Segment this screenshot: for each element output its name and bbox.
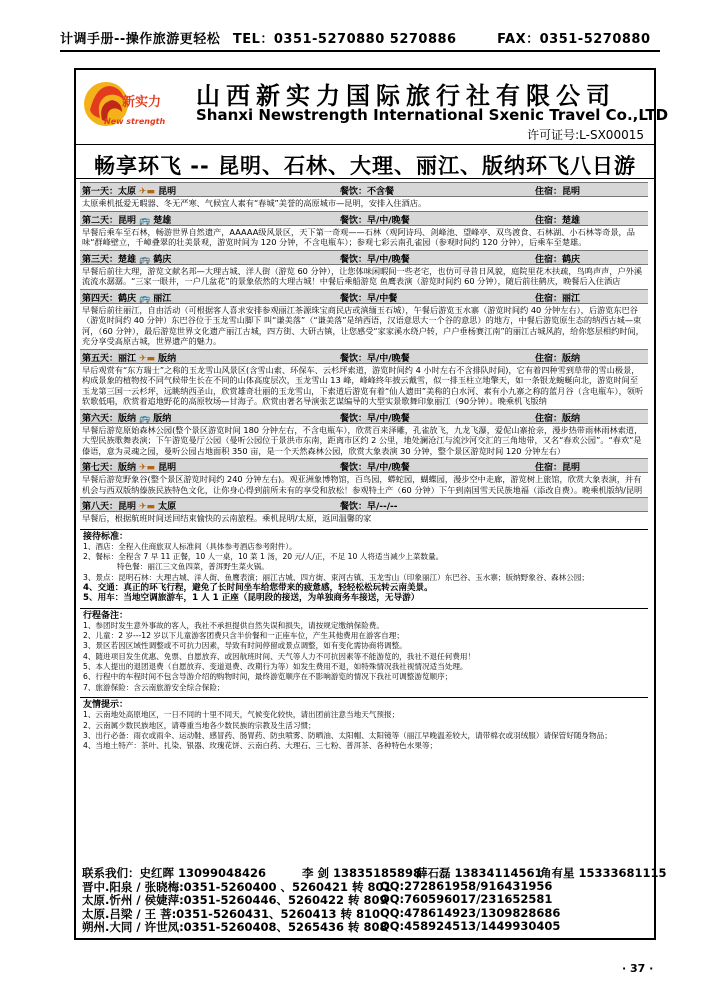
stay-label: 住宿：: [535, 353, 563, 364]
contact-entry: 太原.忻州 / 侯婕萍:0351-5260446、5260422 转 809: [82, 893, 388, 907]
day-meals: 早/中/晚餐: [367, 254, 410, 265]
contact-entry: 薛石磊 13834114561: [416, 866, 543, 880]
day-description: 早餐后前往大理，游览文献名邦—大理古城、洋人街（游览 60 分钟），让您体味闲暇间一些老宅，也仿可寻昔日风貌，庭院里花木扶疏，鸟鸣声声，户外溪流流水潺潺。“三家一眼井，一户几盆花”的景象依然的大理古城！中餐后乘船游览 鱼鹰表演（游览时间约 60 分钟），随后前往鹤庆，晚餐后入住酒店: [82, 265, 643, 286]
page-header: [60, 28, 660, 52]
day-stay: 版纳: [562, 413, 581, 424]
day-label: 第五天：丽江: [82, 353, 137, 364]
day-description: 早餐后前往丽江，自由活动（可根据客人喜求安排参观丽江茶源珠宝商民店或滇缅玉石城），午餐后游览玉水寨（游览时间约 40 分钟左右），后游览东巴谷（游览时间约 40 分钟）东巴谷位于玉龙雪山脚下 叫“谦美落”（“谦美落”是纳西语，汉语意思大一个谷的意思）的地方，中餐后游览原生态的纳西古城—束河，（60 分钟），最后游览世界文化遗产丽江古城，四方街、大研古镇，让您感受“家家溪水绕户转，户户垂杨赛江南”的丽江古城风韵，给你悠层相约时间，充分享受高原古城，世界遗产的魅力。: [82, 304, 644, 346]
list-item: 1、云南地处高原地区，一日不同的十里不同天，气候变化较快，请出团前注意当地天气预报；: [83, 710, 400, 720]
stay-label: 住宿：: [535, 187, 563, 197]
day-label: 第二天：昆明: [82, 215, 137, 226]
service-standards: [80, 529, 648, 605]
section-title: 行程备注：: [83, 610, 129, 621]
manual-title: 计调手册--操作旅游更轻松: [60, 32, 221, 47]
meals-label: 餐饮：: [340, 187, 368, 197]
company-name-cn: 山西新实力国际旅行社有限公司: [196, 82, 616, 110]
day-destination: 丽江: [153, 293, 172, 304]
contact-entry: 角有星 15333681115: [540, 866, 667, 880]
day-description: 早餐后乘车至石林，畅游世界自然遗产，AAAAA级风景区，天下第一奇观——石林（观阿诗玛、剑峰池、望峰亭、双鸟渡食、石林湖、小石林等奇景，品味“群峰壁立，千嶂叠翠的壮美景观，游览时间为 120 分钟，不含电瓶车）；参观七彩云南孔雀园（参观时间约 120 分钟），后乘车至楚雄。: [82, 226, 635, 247]
contact-qq: QQ:272861958/916431956: [380, 878, 553, 893]
meals-label: 餐饮：: [340, 353, 368, 364]
meals-label: 餐饮：: [340, 215, 368, 226]
day-header: [80, 458, 648, 473]
bus-icon: 🚌: [139, 215, 151, 226]
day-stay: 版纳: [562, 353, 581, 364]
bus-icon: 🚌: [139, 254, 151, 265]
day-destination: 昆明: [158, 463, 177, 473]
day-stay: 昆明: [562, 463, 581, 473]
stay-label: 住宿：: [535, 254, 563, 265]
day-header: [80, 497, 648, 512]
day-meals: 早/中/晚餐: [367, 215, 410, 226]
contact-row: [80, 879, 648, 893]
contact-entry: 联系我们：史红晖 13099048426: [82, 866, 267, 880]
contact-entry: 朔州.大同 / 许世凤:0351-5260408、5265436 转 808: [82, 920, 388, 934]
list-item: 5、本人提出的退团退费（自愿放弃、变道退费、改期行为等）如发生费用不退，如特殊情况我社视情况适当处理。: [83, 662, 468, 672]
meals-label: 餐饮：: [340, 502, 368, 512]
contacts: [80, 865, 667, 934]
plane-icon: ✈▬: [139, 502, 156, 512]
contact-qq: QQ:458924513/1449930405: [380, 919, 561, 933]
contact-row: [80, 919, 648, 933]
contact-row: [80, 892, 648, 906]
day-label: 第六天：版纳: [82, 413, 137, 424]
day-meals: 早/中/晚餐: [367, 463, 410, 473]
bus-icon: 🚌: [139, 413, 151, 424]
section-title: 接待标准：: [83, 531, 129, 542]
logo-subtext: New strength: [104, 117, 166, 126]
list-item: 6、行程中的车程时间不包含导游介绍的购物时间，最终游览顺序在不影响游览的情况下我社可调整游览顺序；: [83, 672, 453, 682]
contact-entry: 李 剑 13835185898: [302, 866, 422, 880]
day-description: 早餐后游览野象谷(整个景区游览时间约 240 分钟左右)。观亚洲象博物馆，百鸟园，蟒蛇园，蝴蝶园，漫步空中走廊，游览树上旅馆，欣赏大象表演，并有机会与西双版纳傣族民族特色文化，让你身心得到前所未有的享受和放松！参观特土产（60 分钟）下午到南国雪天民族地福（添改自费）。晚乘机版纳/昆明: [82, 474, 643, 495]
day-meals: 早/中餐: [367, 293, 398, 304]
day-description: 早餐后游览原始森林公园(整个景区游览时间 180 分钟左右，不含电瓶车），欣赏百来泽雕，孔雀放飞，九龙飞瀑，爱伲山寨抢亲，漫步热带雨林雨林索道，大型民族歌舞表演；下午游览曼厅公园（曼听公园位于景洪市东南，距离市区约 2 公里，地处澜沧江与流沙河交汇的三角地带，又名“春欢公园”。“春欢”是傣语，意为灵魂之园，曼听公园占地面积 350 亩，是一个天然森林公园，欣赏大象表演 30 分钟，整个景区游览时间 120 分钟左右）: [82, 424, 643, 456]
meals-label: 餐饮：: [340, 293, 368, 304]
day-meals: 早/中/晚餐: [367, 353, 410, 364]
list-item: 4、当地土特产：茶叶、扎染、银器、玫瑰花饼、云南白药、大理石、三七粉、普洱茶、各种特色水果等；: [83, 741, 438, 751]
plane-icon: ✈▬: [139, 353, 156, 364]
contact-entry: 晋中.阳泉 / 张晓梅:0351-5260400 、5260421 转 801: [82, 879, 392, 894]
bus-icon: 🚌: [139, 293, 151, 304]
day-label: 第一天：太原: [82, 187, 137, 197]
day-label: 第七天：版纳: [82, 463, 137, 473]
logo-flame-icon: [82, 80, 186, 128]
divider: [76, 178, 654, 179]
day-header: [80, 211, 648, 226]
day-destination: 版纳: [158, 353, 177, 364]
contact-qq: QQ:760596017/231652581: [380, 892, 553, 906]
day-header: [80, 182, 648, 197]
list-item: 2、餐标：全程含 7 早 11 正餐，10 人一桌，10 菜 1 汤，20 元/人/正，不足 10 人将适当减少上菜数量。: [83, 552, 444, 562]
header-fax: FAX：0351-5270880: [497, 32, 651, 47]
day-label: 第三天：楚雄: [82, 254, 137, 265]
stay-label: 住宿：: [535, 413, 563, 424]
friendly-tips: [80, 697, 648, 752]
day-label: 第四天：鹤庆: [82, 293, 137, 304]
meals-label: 餐饮：: [340, 413, 368, 424]
itinerary: [80, 182, 648, 752]
contact-row: [80, 865, 667, 880]
logo-text: 新实力: [122, 95, 162, 110]
list-item: 4、交通：真正的环飞行程，避免了长时间坐车给您带来的疲惫感，轻轻松松玩转云南美景。: [83, 582, 433, 593]
list-item: 2、云南属少数民族地区，请尊重当地各少数民族的宗教及生活习惯；: [83, 720, 316, 730]
list-item: 1、酒店：全程入住商旅双人标准间（具体参考酒店参考附件）。: [83, 541, 297, 551]
day-description: 太原乘机抵爱无暇器、冬无严寒、气候宜人素有“春城”美誉的高原城市—昆明，安排入住酒店。: [82, 198, 427, 208]
divider: [76, 144, 654, 145]
list-item: 1、参团时发生意外事故的客人，我社不承担提供自然失误和损失，请按规定缴纳保险费。: [83, 620, 384, 630]
list-item: 3、景点：昆明石林：大理古城、洋人街、鱼鹰表演；丽江古城、四方街、束河古镇、玉龙雪山（印象丽江）东巴谷、玉水寨；版纳野象谷、森林公园；: [83, 572, 590, 582]
day-stay: 丽江: [562, 293, 581, 304]
day-header: [80, 289, 648, 304]
company-name-en: Shanxi Newstrength International Sxenic Travel Co.,LTD: [196, 106, 669, 124]
list-item: 2、儿童：2 岁---12 岁以下儿童游客团费只含半价餐和一正座车位，产生其他费用在游客自理；: [83, 631, 404, 641]
list-item: 5、用车：当地空调旅游车，1 人 1 正座（昆明段的接送，为单独商务车接送，无导游）: [83, 593, 420, 604]
license-number: 许可证号:L-SX00015: [527, 128, 644, 142]
day-destination: 昆明: [158, 187, 177, 197]
tour-title: 畅享环飞 -- 昆明、石林、大理、丽江、版纳环飞八日游: [93, 154, 637, 178]
header-tel: TEL：0351-5270880 5270886: [232, 32, 457, 47]
page-number: · 37 ·: [622, 962, 654, 975]
day-stay: 鹤庆: [562, 254, 581, 265]
stay-label: 住宿：: [535, 215, 563, 226]
list-item: 7、旅游保险：含云南旅游安全综合保险；: [83, 682, 225, 692]
contact-entry: 太原.吕梁 / 王 菩:0351-5260431、5260413 转 810: [82, 906, 380, 921]
stay-label: 住宿：: [535, 293, 563, 304]
day-stay: 昆明: [562, 187, 581, 197]
company-logo: [82, 80, 186, 128]
day-destination: 太原: [158, 502, 177, 512]
day-destination: 版纳: [153, 413, 172, 424]
contact-row: [80, 906, 648, 920]
meals-label: 餐饮：: [340, 254, 368, 265]
day-header: [80, 349, 648, 364]
list-item: 3、出行必备：雨衣或雨伞、运动鞋、感冒药、肠胃药、防虫喷雾、防晒油、太阳帽、太阳镜等（丽江早晚温差较大，请带棉衣或羽绒服）请保管好随身物品；: [83, 730, 612, 740]
day-description: 早餐后，根据航班时间送回结束愉快的云南旅程。乘机昆明/太原，返回温馨的家: [82, 513, 372, 523]
day-meals: 早/--/--: [367, 502, 398, 512]
list-item: 特色餐：丽江三文鱼四菜，普洱野生菜火锅。: [117, 562, 269, 572]
plane-icon: ✈▬: [139, 463, 156, 473]
day-stay: 楚雄: [562, 215, 581, 226]
day-header: [80, 250, 648, 265]
plane-icon: ✈▬: [139, 187, 156, 197]
stay-label: 住宿：: [535, 463, 563, 473]
itinerary-notes: [80, 608, 648, 694]
list-item: 3、景区若因区域性调整或不可抗力因素，导致有时间停留或景点调整，如有变化需协商将调整。: [83, 641, 407, 651]
day-header: [80, 409, 648, 424]
brochure-frame: [74, 68, 669, 940]
day-label: 第八天：昆明: [82, 502, 137, 512]
day-meals: 不含餐: [367, 187, 395, 197]
contact-qq: QQ:478614923/1309828686: [380, 905, 561, 920]
day-destination: 楚雄: [153, 215, 172, 226]
section-title: 友情提示：: [83, 699, 129, 710]
day-description: 早后观赏有“东方瑞士”之称的玉龙雪山风景区(含雪山索、环保车、云杉坪索道，游览时间约 4 小时左右不含排队时间)，它有着四种雪到草带的雪山极景，构成景象的植物按不同气候带生长在不同的山体高度层次，玉龙雪山 13 峰，峰峰终年披云戴雪，似一排玉柱立地擎天，如一条银龙蜿蜒向北，游览时间至玉龙第三国一云杉坪，远眺纳西圣山，欣赏雄奇壮丽的玉龙雪山，下索道后游览有着“仙人遗田”美称的白水河、素有小九寨之称的蓝月谷（含电瓶车），领听软歌低唱，欣赏着追地野花的高原牧场—甘海子。欣赏由著名导演张艺谋编导的大型实景歌舞印象丽江（90分钟）。晚乘机飞版纳: [82, 364, 644, 406]
day-destination: 鹤庆: [153, 254, 172, 265]
day-meals: 早/中/晚餐: [367, 413, 410, 424]
meals-label: 餐饮：: [340, 463, 368, 473]
list-item: 4、随进项目发生优惠、免票、自愿放弃、或因航班时间、天气等人力不可抗因素等不能游览的，我社不退任何费用！: [83, 651, 476, 661]
